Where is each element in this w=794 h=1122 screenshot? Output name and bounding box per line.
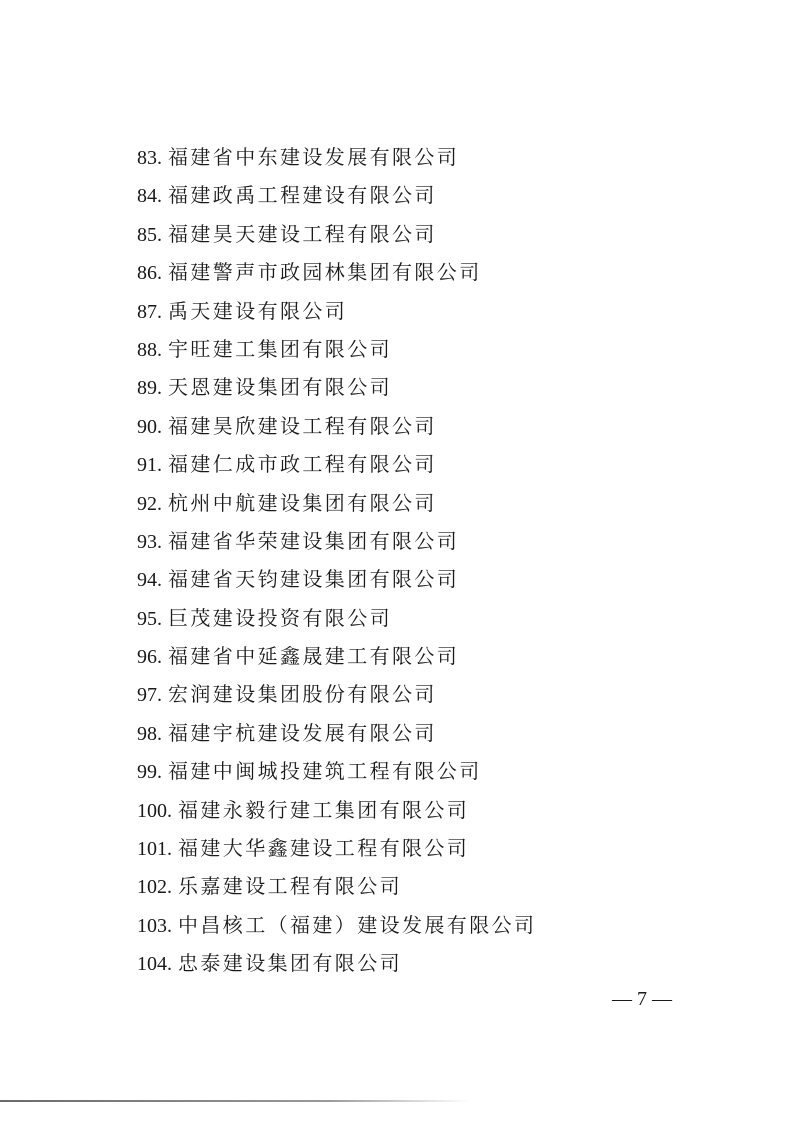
list-item	[137, 522, 536, 560]
list-item	[137, 138, 536, 176]
item-number: 93.	[137, 530, 162, 553]
company-name: 宏润建设集团股份有限公司	[168, 682, 437, 707]
company-name: 福建政禹工程建设有限公司	[168, 183, 437, 208]
list-item	[137, 906, 536, 944]
item-number: 86.	[137, 262, 162, 285]
list-item	[137, 791, 536, 829]
item-number: 100.	[137, 799, 172, 822]
bottom-edge-line	[0, 1100, 470, 1102]
list-item	[137, 560, 536, 598]
item-number: 89.	[137, 377, 162, 400]
item-number: 103.	[137, 914, 172, 937]
company-name: 福建昊欣建设工程有限公司	[168, 413, 437, 438]
list-item	[137, 330, 536, 368]
list-item	[137, 637, 536, 675]
list-item	[137, 253, 536, 291]
company-name: 天恩建设集团有限公司	[168, 375, 392, 400]
company-name: 杭州中航建设集团有限公司	[168, 490, 437, 515]
company-name: 福建仁成市政工程有限公司	[168, 452, 437, 477]
item-number: 88.	[137, 338, 162, 361]
company-name: 宇旺建工集团有限公司	[168, 336, 392, 361]
item-number: 90.	[137, 415, 162, 438]
list-item	[137, 484, 536, 522]
company-name: 禹天建设有限公司	[168, 298, 348, 323]
company-name: 福建大华鑫建设工程有限公司	[178, 836, 470, 861]
item-number: 91.	[137, 454, 162, 477]
company-name: 福建昊天建设工程有限公司	[168, 221, 437, 246]
list-item	[137, 292, 536, 330]
page-number: — 7 —	[612, 988, 672, 1010]
company-name: 福建永毅行建工集团有限公司	[178, 797, 470, 822]
item-number: 98.	[137, 722, 162, 745]
list-item	[137, 215, 536, 253]
item-number: 101.	[137, 838, 172, 861]
item-number: 97.	[137, 684, 162, 707]
item-number: 102.	[137, 876, 172, 899]
item-number: 84.	[137, 185, 162, 208]
item-number: 94.	[137, 569, 162, 592]
company-name: 福建省中东建设发展有限公司	[168, 145, 460, 169]
company-name: 巨茂建设投资有限公司	[168, 605, 392, 630]
company-name: 福建警声市政园林集团有限公司	[168, 260, 482, 285]
company-name: 忠泰建设集团有限公司	[178, 951, 402, 976]
item-number: 95.	[137, 607, 162, 630]
company-name: 福建中闽城投建筑工程有限公司	[168, 759, 482, 784]
item-number: 85.	[137, 223, 162, 246]
company-name: 福建省天钧建设集团有限公司	[168, 567, 460, 592]
list-item	[137, 867, 536, 905]
list-item	[137, 599, 536, 637]
company-name: 乐嘉建设工程有限公司	[178, 874, 402, 899]
list-item	[137, 675, 536, 713]
list-item	[137, 407, 536, 445]
company-name: 福建省华荣建设集团有限公司	[168, 528, 460, 553]
company-name: 中昌核工（福建）建设发展有限公司	[178, 912, 537, 937]
list-item	[137, 944, 536, 982]
list-item	[137, 829, 536, 867]
item-number: 83.	[137, 147, 162, 169]
list-item	[137, 445, 536, 483]
list-item	[137, 714, 536, 752]
list-item	[137, 368, 536, 406]
item-number: 92.	[137, 492, 162, 515]
company-name: 福建宇杭建设发展有限公司	[168, 720, 437, 745]
item-number: 104.	[137, 953, 172, 976]
company-name: 福建省中延鑫晟建工有限公司	[168, 644, 460, 669]
company-list	[137, 138, 536, 983]
item-number: 96.	[137, 646, 162, 669]
item-number: 87.	[137, 300, 162, 323]
list-item	[137, 752, 536, 790]
item-number: 99.	[137, 761, 162, 784]
list-item	[137, 176, 536, 214]
